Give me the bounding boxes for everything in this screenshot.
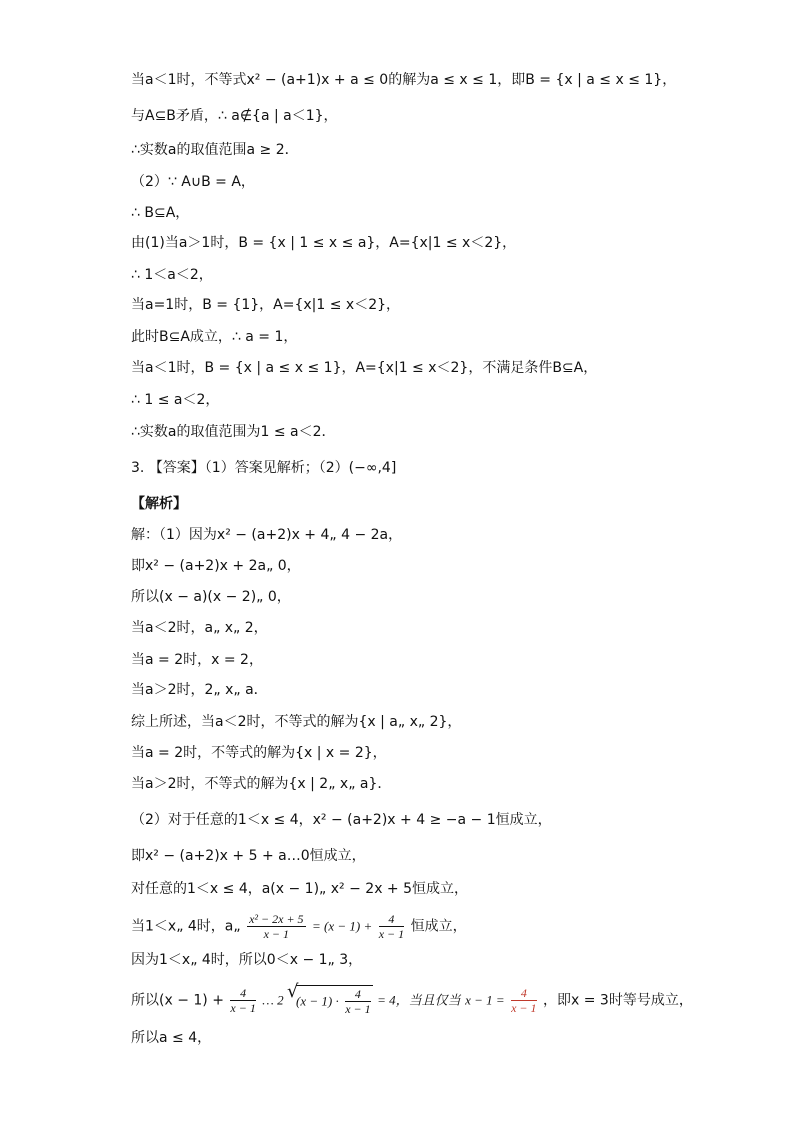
text-line: 3. 【答案】（1）答案见解析；（2）(−∞,4]: [131, 460, 397, 476]
text-line: 当a=1时，B = {1}，A={x|1 ≤ x＜2}，: [131, 297, 401, 313]
text-line: 综上所述，当a＜2时，不等式的解为{x | a„ x„ 2}，: [131, 714, 462, 730]
amgm-fraction-1: [230, 986, 255, 1015]
text-line: 所以a ≤ 4，: [131, 1030, 212, 1046]
text-line: （2）∵ A∪B = A，: [131, 174, 255, 190]
text-line: 当a＞2时，不等式的解为{x | 2„ x„ a}．: [131, 776, 392, 792]
text-line: 当a＞2时，2„ x„ a．: [131, 682, 268, 698]
text-line: ∴ B⊆A，: [131, 205, 190, 221]
text-line: （2）对于任意的1＜x ≤ 4，x² − (a+2)x + 4 ≥ −a − 1恒成立，: [131, 812, 552, 828]
text-line: ∴ 1＜a＜2，: [131, 267, 213, 283]
amgm-condition-denominator: x − 1: [511, 1001, 537, 1015]
fraction-2-numerator: 4: [379, 912, 404, 927]
text-line: 当a = 2时，不等式的解为{x | x = 2}，: [131, 745, 387, 761]
text-line: 即x² − (a+2)x + 2a„ 0，: [131, 558, 301, 574]
amgm-fraction-1-denominator: x − 1: [230, 1001, 256, 1015]
fraction-1-numerator: x² − 2x + 5: [249, 912, 304, 926]
text-line: 当a＜1时，不等式x² − (a+1)x + a ≤ 0的解为a ≤ x ≤ 1，即B = {x | a ≤ x ≤ 1}，: [131, 72, 677, 88]
text-line: 所以(x − a)(x − 2)„ 0，: [131, 589, 291, 605]
amgm-condition-left: x − 1 =: [465, 992, 505, 1008]
text-line: ∴实数a的取值范围a ≥ 2．: [131, 142, 299, 158]
text-line: 当a = 2时，x = 2，: [131, 652, 263, 668]
text-line: 解：（1）因为x² − (a+2)x + 4„ 4 − 2a，: [131, 527, 403, 543]
text-line: 即x² − (a+2)x + 5 + a…0恒成立，: [131, 848, 366, 864]
amgm-condition-numerator: 4: [511, 986, 536, 1001]
amgm-condition-fraction: [511, 986, 536, 1015]
amgm-suffix: ，即x = 3时等号成立，: [543, 992, 693, 1009]
text-line: ∴实数a的取值范围为1 ≤ a＜2．: [131, 424, 336, 440]
fraction-2: [379, 912, 404, 941]
fraction-1: [247, 912, 305, 941]
text-line: 因为1＜x„ 4时，所以0＜x − 1„ 3，: [131, 952, 363, 968]
text-line: 【解析】: [131, 496, 187, 512]
frac-line-suffix: 恒成立，: [410, 918, 467, 935]
fraction-1-denominator: x − 1: [263, 927, 290, 941]
text-line: ∴ 1 ≤ a＜2，: [131, 392, 220, 408]
amgm-fraction-1-numerator: 4: [230, 986, 255, 1001]
text-line: 当a＜1时，B = {x | a ≤ x ≤ 1}，A={x|1 ≤ x＜2}，不满足条件B⊆A，: [131, 360, 598, 376]
sqrt-fraction-denominator: x − 1: [345, 1002, 371, 1016]
amgm-eq4: = 4，当且仅当: [377, 992, 461, 1008]
sqrt-fraction: [345, 987, 370, 1016]
amgm-geq: … 2: [262, 992, 284, 1008]
frac-line-prefix: 当1＜x„ 4时，a„: [131, 918, 241, 935]
text-line: 与A⊆B矛盾，∴ a∉{a | a＜1}，: [131, 108, 338, 124]
amgm-line: [131, 985, 693, 1016]
text-line: 由(1)当a＞1时，B = {x | 1 ≤ x ≤ a}，A={x|1 ≤ x＜2}，: [131, 235, 517, 251]
fraction-inequality-line: [131, 912, 467, 941]
text-line: 对任意的1＜x ≤ 4，a(x − 1)„ x² − 2x + 5恒成立，: [131, 881, 469, 897]
frac-line-mid: = (x − 1) +: [312, 918, 373, 934]
text-line: 此时B⊆A成立，∴ a = 1，: [131, 329, 298, 345]
fraction-2-denominator: x − 1: [378, 927, 405, 941]
amgm-prefix: 所以(x − 1) +: [131, 992, 224, 1009]
sqrt-fraction-numerator: 4: [345, 987, 370, 1002]
text-line: 当a＜2时，a„ x„ 2，: [131, 620, 268, 636]
sqrt-expression: [296, 985, 373, 1016]
sqrt-left: (x − 1) ·: [296, 993, 339, 1009]
